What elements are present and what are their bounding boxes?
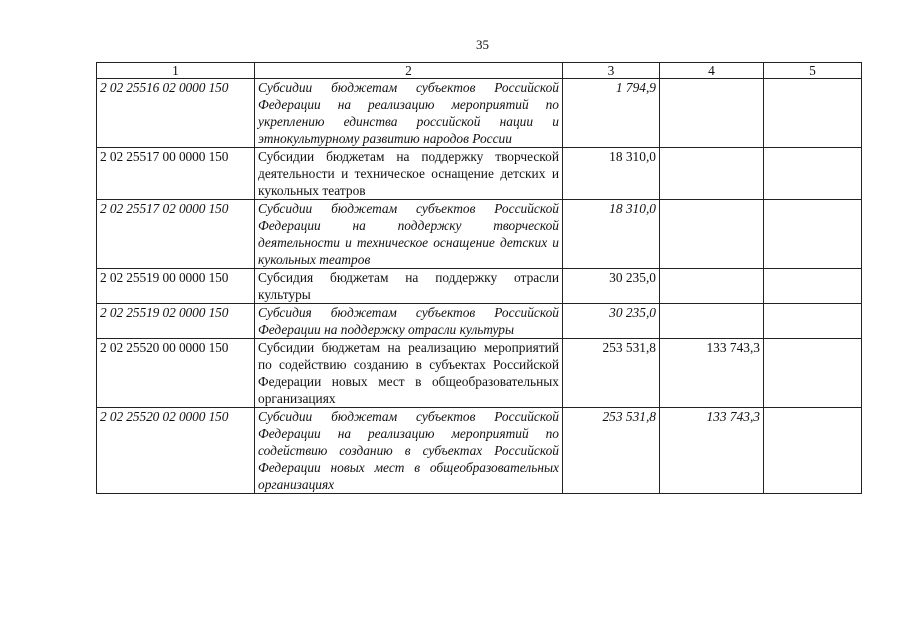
table-row [97, 408, 862, 494]
table-row [97, 339, 862, 408]
amount-col5-cell [764, 304, 862, 339]
amount-col3-cell: 18 310,0 [563, 148, 660, 200]
amount-col3-cell: 30 235,0 [563, 269, 660, 304]
description-cell: Субсидии бюджетам субъектов Российской Федерации на поддержку творческой деятельности и техническое оснащение детских и кукольных театров [255, 200, 563, 269]
amount-col3-cell: 253 531,8 [563, 408, 660, 494]
column-header: 4 [660, 63, 764, 79]
amount-col3-cell: 30 235,0 [563, 304, 660, 339]
table-row [97, 304, 862, 339]
description-cell: Субсидия бюджетам на поддержку отрасли культуры [255, 269, 563, 304]
table-row [97, 200, 862, 269]
amount-col4-cell: 133 743,3 [660, 339, 764, 408]
column-header: 1 [97, 63, 255, 79]
budget-code-cell: 2 02 25516 02 0000 150 [97, 79, 255, 148]
amount-col4-cell [660, 269, 764, 304]
column-header: 3 [563, 63, 660, 79]
amount-col5-cell [764, 148, 862, 200]
budget-code-cell: 2 02 25519 02 0000 150 [97, 304, 255, 339]
budget-table [96, 62, 862, 494]
budget-code-cell: 2 02 25520 00 0000 150 [97, 339, 255, 408]
column-header: 5 [764, 63, 862, 79]
budget-code-cell: 2 02 25519 00 0000 150 [97, 269, 255, 304]
table-row [97, 269, 862, 304]
budget-code-cell: 2 02 25517 00 0000 150 [97, 148, 255, 200]
amount-col4-cell: 133 743,3 [660, 408, 764, 494]
amount-col3-cell: 18 310,0 [563, 200, 660, 269]
amount-col4-cell [660, 304, 764, 339]
description-cell: Субсидии бюджетам на поддержку творческой деятельности и техническое оснащение детских и кукольных театров [255, 148, 563, 200]
description-cell: Субсидии бюджетам на реализацию мероприятий по содействию созданию в субъектах Российской Федерации новых мест в общеобразовательных организациях [255, 339, 563, 408]
amount-col3-cell: 1 794,9 [563, 79, 660, 148]
table-row [97, 148, 862, 200]
description-cell: Субсидия бюджетам субъектов Российской Федерации на поддержку отрасли культуры [255, 304, 563, 339]
amount-col5-cell [764, 79, 862, 148]
table-row [97, 79, 862, 148]
table-body [97, 79, 862, 494]
amount-col4-cell [660, 148, 764, 200]
amount-col3-cell: 253 531,8 [563, 339, 660, 408]
amount-col5-cell [764, 269, 862, 304]
page-number: 35 [476, 37, 489, 52]
column-header: 2 [255, 63, 563, 79]
description-cell: Субсидии бюджетам субъектов Российской Федерации на реализацию мероприятий по укреплению единства российской нации и этнокультурному развитию народов России [255, 79, 563, 148]
amount-col5-cell [764, 408, 862, 494]
amount-col4-cell [660, 200, 764, 269]
header-row [97, 63, 862, 79]
budget-code-cell: 2 02 25520 02 0000 150 [97, 408, 255, 494]
amount-col5-cell [764, 200, 862, 269]
amount-col4-cell [660, 79, 764, 148]
budget-code-cell: 2 02 25517 02 0000 150 [97, 200, 255, 269]
description-cell: Субсидии бюджетам субъектов Российской Федерации на реализацию мероприятий по содействию созданию в субъектах Российской Федерации новых мест в общеобразовательных организациях [255, 408, 563, 494]
amount-col5-cell [764, 339, 862, 408]
